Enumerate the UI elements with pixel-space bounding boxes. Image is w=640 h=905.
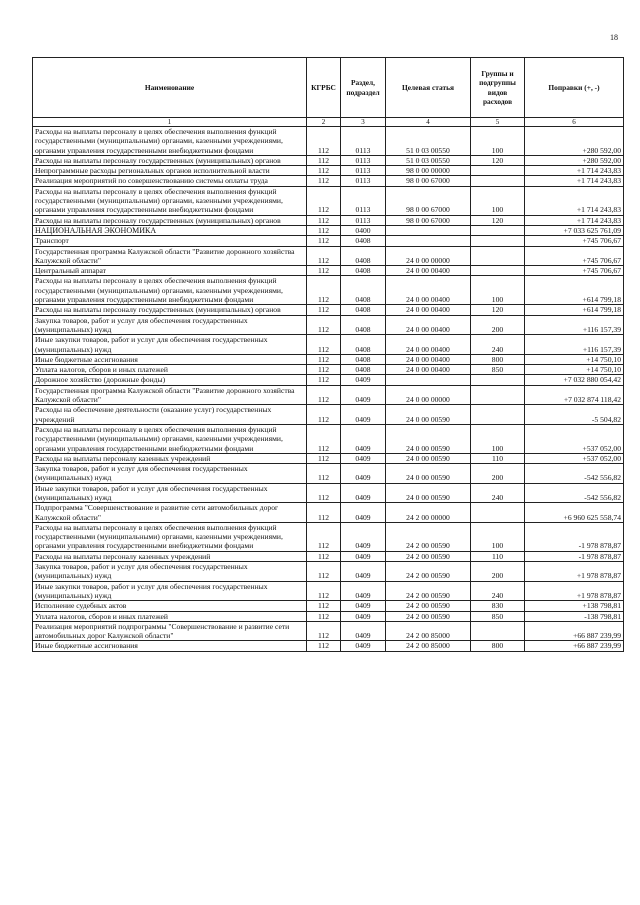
section-cell: 0409 [341, 375, 386, 385]
target-cell: 98 0 00 00000 [386, 166, 471, 176]
kgrbs-cell: 112 [307, 405, 341, 425]
column-number: 2 [307, 118, 341, 127]
change-cell: +116 157,39 [525, 315, 624, 335]
change-cell: +14 750,10 [525, 354, 624, 364]
section-cell: 0408 [341, 315, 386, 335]
kgrbs-cell: 112 [307, 453, 341, 463]
group-cell: 200 [471, 315, 525, 335]
target-cell: 24 2 00 00590 [386, 581, 471, 601]
section-cell: 0113 [341, 176, 386, 186]
kgrbs-cell: 112 [307, 503, 341, 523]
kgrbs-cell: 112 [307, 186, 341, 215]
kgrbs-cell: 112 [307, 246, 341, 266]
change-cell: +614 799,18 [525, 305, 624, 315]
group-cell: 120 [471, 305, 525, 315]
section-cell: 0408 [341, 276, 386, 305]
section-cell: 0409 [341, 522, 386, 551]
name-cell: Закупка товаров, работ и услуг для обеспечения государственных (муниципальных) нужд [33, 562, 307, 582]
target-cell: 24 0 00 00400 [386, 315, 471, 335]
change-cell: +280 592,00 [525, 155, 624, 165]
change-cell: +116 157,39 [525, 335, 624, 355]
group-cell [471, 375, 525, 385]
group-cell: 850 [471, 365, 525, 375]
group-cell [471, 266, 525, 276]
target-cell: 24 2 00 00590 [386, 562, 471, 582]
group-cell: 800 [471, 641, 525, 651]
group-cell [471, 176, 525, 186]
name-cell: Иные закупки товаров, работ и услуг для обеспечения государственных (муниципальных) нужд [33, 581, 307, 601]
header-section: Раздел, подраздел [341, 58, 386, 118]
group-cell: 100 [471, 127, 525, 156]
table-row [33, 405, 624, 425]
target-cell: 24 2 00 00000 [386, 503, 471, 523]
kgrbs-cell: 112 [307, 562, 341, 582]
budget-table [32, 57, 624, 652]
group-cell [471, 405, 525, 425]
target-cell: 24 0 00 00590 [386, 483, 471, 503]
table-row [33, 127, 624, 156]
table-row [33, 601, 624, 611]
group-cell [471, 246, 525, 266]
table-row [33, 611, 624, 621]
kgrbs-cell: 112 [307, 266, 341, 276]
name-cell: Уплата налогов, сборов и иных платежей [33, 611, 307, 621]
change-cell: +66 887 239,99 [525, 621, 624, 641]
change-cell: -542 556,82 [525, 464, 624, 484]
target-cell: 98 0 00 67000 [386, 215, 471, 225]
kgrbs-cell: 112 [307, 641, 341, 651]
group-cell: 110 [471, 551, 525, 561]
name-cell: Реализация мероприятий по совершенствованию системы оплаты труда [33, 176, 307, 186]
group-cell: 800 [471, 354, 525, 364]
table-row [33, 562, 624, 582]
kgrbs-cell: 112 [307, 601, 341, 611]
name-cell: Иные закупки товаров, работ и услуг для обеспечения государственных (муниципальных) нужд [33, 335, 307, 355]
change-cell: +1 978 878,87 [525, 562, 624, 582]
kgrbs-cell: 112 [307, 385, 341, 405]
table-row [33, 453, 624, 463]
column-number: 6 [525, 118, 624, 127]
target-cell: 24 0 00 00400 [386, 276, 471, 305]
table-row [33, 464, 624, 484]
name-cell: Государственная программа Калужской области "Развитие дорожного хозяйства Калужской области" [33, 246, 307, 266]
table-row [33, 551, 624, 561]
name-cell: Расходы на выплаты персоналу в целях обеспечения выполнения функций государственными (муниципальными) органами, казенными учреждениями, органами управления государственными внебюджетными фондами [33, 424, 307, 453]
kgrbs-cell: 112 [307, 621, 341, 641]
target-cell [386, 375, 471, 385]
change-cell: +1 714 243,83 [525, 176, 624, 186]
table-row [33, 365, 624, 375]
kgrbs-cell: 112 [307, 522, 341, 551]
name-cell: Закупка товаров, работ и услуг для обеспечения государственных (муниципальных) нужд [33, 464, 307, 484]
kgrbs-cell: 112 [307, 483, 341, 503]
kgrbs-cell: 112 [307, 166, 341, 176]
target-cell: 98 0 00 67000 [386, 186, 471, 215]
group-cell [471, 621, 525, 641]
change-cell: +7 033 625 761,09 [525, 225, 624, 235]
group-cell: 200 [471, 464, 525, 484]
change-cell: +537 052,00 [525, 453, 624, 463]
column-number: 1 [33, 118, 307, 127]
change-cell: -542 556,82 [525, 483, 624, 503]
table-row [33, 155, 624, 165]
column-number: 4 [386, 118, 471, 127]
name-cell: Подпрограмма "Совершенствование и развитие сети автомобильных дорог Калужской области" [33, 503, 307, 523]
group-cell: 830 [471, 601, 525, 611]
kgrbs-cell: 112 [307, 225, 341, 235]
name-cell: Дорожное хозяйство (дорожные фонды) [33, 375, 307, 385]
group-cell [471, 236, 525, 246]
section-cell: 0409 [341, 601, 386, 611]
change-cell: -1 978 878,87 [525, 551, 624, 561]
name-cell: Расходы на выплаты персоналу в целях обеспечения выполнения функций государственными (муниципальными) органами, казенными учреждениями, органами управления государственными внебюджетными фондами [33, 186, 307, 215]
change-cell: +6 960 625 558,74 [525, 503, 624, 523]
group-cell: 240 [471, 581, 525, 601]
target-cell: 24 2 00 85000 [386, 621, 471, 641]
target-cell: 51 0 03 00550 [386, 127, 471, 156]
group-cell: 100 [471, 186, 525, 215]
section-cell: 0409 [341, 503, 386, 523]
name-cell: Расходы на выплаты персоналу казенных учреждений [33, 453, 307, 463]
name-cell: Реализация мероприятий подпрограммы "Совершенствование и развитие сети автомобильных дорог Калужской области" [33, 621, 307, 641]
target-cell: 24 0 00 00400 [386, 365, 471, 375]
name-cell: НАЦИОНАЛЬНАЯ ЭКОНОМИКА [33, 225, 307, 235]
header-name: Наименование [33, 58, 307, 118]
group-cell: 240 [471, 335, 525, 355]
group-cell: 120 [471, 155, 525, 165]
change-cell: +745 706,67 [525, 266, 624, 276]
table-body [33, 127, 624, 652]
change-cell: -138 798,81 [525, 611, 624, 621]
table-row [33, 503, 624, 523]
change-cell: +66 887 239,99 [525, 641, 624, 651]
change-cell: +537 052,00 [525, 424, 624, 453]
section-cell: 0408 [341, 266, 386, 276]
section-cell: 0400 [341, 225, 386, 235]
kgrbs-cell: 112 [307, 335, 341, 355]
table-row [33, 276, 624, 305]
kgrbs-cell: 112 [307, 176, 341, 186]
name-cell: Иные бюджетные ассигнования [33, 641, 307, 651]
change-cell: -1 978 878,87 [525, 522, 624, 551]
table-row [33, 385, 624, 405]
kgrbs-cell: 112 [307, 581, 341, 601]
header-kgrbs: КГРБС [307, 58, 341, 118]
name-cell: Непрограммные расходы региональных органов исполнительной власти [33, 166, 307, 176]
table-row [33, 641, 624, 651]
group-cell: 100 [471, 276, 525, 305]
section-cell: 0408 [341, 365, 386, 375]
section-cell: 0409 [341, 385, 386, 405]
change-cell: +1 978 878,87 [525, 581, 624, 601]
target-cell: 24 0 00 00590 [386, 464, 471, 484]
change-cell: +7 032 874 118,42 [525, 385, 624, 405]
name-cell: Исполнение судебных актов [33, 601, 307, 611]
change-cell: +1 714 243,83 [525, 186, 624, 215]
change-cell: +1 714 243,83 [525, 166, 624, 176]
section-cell: 0409 [341, 581, 386, 601]
group-cell: 240 [471, 483, 525, 503]
name-cell: Государственная программа Калужской области "Развитие дорожного хозяйства Калужской области" [33, 385, 307, 405]
target-cell: 24 0 00 00590 [386, 405, 471, 425]
change-cell: +745 706,67 [525, 246, 624, 266]
kgrbs-cell: 112 [307, 611, 341, 621]
table-row [33, 375, 624, 385]
kgrbs-cell: 112 [307, 276, 341, 305]
kgrbs-cell: 112 [307, 127, 341, 156]
group-cell: 120 [471, 215, 525, 225]
group-cell: 200 [471, 562, 525, 582]
name-cell: Расходы на выплаты персоналу в целях обеспечения выполнения функций государственными (муниципальными) органами, казенными учреждениями, органами управления государственными внебюджетными фондами [33, 522, 307, 551]
name-cell: Расходы на обеспечение деятельности (оказание услуг) государственных учреждений [33, 405, 307, 425]
name-cell: Расходы на выплаты персоналу государственных (муниципальных) органов [33, 305, 307, 315]
target-cell: 24 2 00 00590 [386, 522, 471, 551]
table-row [33, 424, 624, 453]
section-cell: 0409 [341, 641, 386, 651]
target-cell: 24 2 00 00590 [386, 601, 471, 611]
name-cell: Иные бюджетные ассигнования [33, 354, 307, 364]
section-cell: 0408 [341, 354, 386, 364]
kgrbs-cell: 112 [307, 315, 341, 335]
table-row [33, 266, 624, 276]
change-cell: -5 504,82 [525, 405, 624, 425]
kgrbs-cell: 112 [307, 305, 341, 315]
table-row [33, 335, 624, 355]
section-cell: 0408 [341, 246, 386, 266]
section-cell: 0409 [341, 483, 386, 503]
target-cell: 24 0 00 00400 [386, 354, 471, 364]
group-cell [471, 166, 525, 176]
target-cell: 24 2 00 85000 [386, 641, 471, 651]
table-row [33, 186, 624, 215]
kgrbs-cell: 112 [307, 236, 341, 246]
target-cell: 24 0 00 00400 [386, 305, 471, 315]
table-row [33, 522, 624, 551]
page-number: 18 [610, 33, 618, 42]
target-cell: 24 2 00 00590 [386, 611, 471, 621]
section-cell: 0409 [341, 621, 386, 641]
header-changes: Поправки (+, -) [525, 58, 624, 118]
section-cell: 0408 [341, 305, 386, 315]
target-cell: 24 0 00 00400 [386, 335, 471, 355]
target-cell: 98 0 00 67000 [386, 176, 471, 186]
section-cell: 0113 [341, 215, 386, 225]
target-cell: 24 0 00 00000 [386, 246, 471, 266]
section-cell: 0409 [341, 611, 386, 621]
section-cell: 0409 [341, 562, 386, 582]
target-cell: 24 0 00 00400 [386, 266, 471, 276]
group-cell: 110 [471, 453, 525, 463]
column-number: 5 [471, 118, 525, 127]
name-cell: Расходы на выплаты персоналу казенных учреждений [33, 551, 307, 561]
header-target: Целевая статья [386, 58, 471, 118]
kgrbs-cell: 112 [307, 464, 341, 484]
name-cell: Центральный аппарат [33, 266, 307, 276]
target-cell: 51 0 03 00550 [386, 155, 471, 165]
group-cell: 850 [471, 611, 525, 621]
group-cell: 100 [471, 424, 525, 453]
target-cell: 24 0 00 00000 [386, 385, 471, 405]
table-row [33, 166, 624, 176]
table-row [33, 246, 624, 266]
section-cell: 0409 [341, 551, 386, 561]
kgrbs-cell: 112 [307, 551, 341, 561]
change-cell: +614 799,18 [525, 276, 624, 305]
change-cell: +1 714 243,83 [525, 215, 624, 225]
section-cell: 0409 [341, 453, 386, 463]
table-row [33, 483, 624, 503]
target-cell [386, 225, 471, 235]
name-cell: Закупка товаров, работ и услуг для обеспечения государственных (муниципальных) нужд [33, 315, 307, 335]
group-cell [471, 385, 525, 405]
change-cell: +745 706,67 [525, 236, 624, 246]
column-number: 3 [341, 118, 386, 127]
section-cell: 0409 [341, 464, 386, 484]
section-cell: 0408 [341, 236, 386, 246]
table-row [33, 176, 624, 186]
section-cell: 0408 [341, 335, 386, 355]
kgrbs-cell: 112 [307, 155, 341, 165]
change-cell: +138 798,81 [525, 601, 624, 611]
table-row [33, 305, 624, 315]
target-cell [386, 236, 471, 246]
kgrbs-cell: 112 [307, 365, 341, 375]
name-cell: Расходы на выплаты персоналу в целях обеспечения выполнения функций государственными (муниципальными) органами, казенными учреждениями, органами управления государственными внебюджетными фондами [33, 127, 307, 156]
section-cell: 0113 [341, 155, 386, 165]
table-row [33, 581, 624, 601]
kgrbs-cell: 112 [307, 375, 341, 385]
name-cell: Иные закупки товаров, работ и услуг для обеспечения государственных (муниципальных) нужд [33, 483, 307, 503]
table-row [33, 354, 624, 364]
name-cell: Расходы на выплаты персоналу государственных (муниципальных) органов [33, 215, 307, 225]
kgrbs-cell: 112 [307, 354, 341, 364]
section-cell: 0113 [341, 127, 386, 156]
section-cell: 0113 [341, 166, 386, 176]
name-cell: Расходы на выплаты персоналу государственных (муниципальных) органов [33, 155, 307, 165]
target-cell: 24 0 00 00590 [386, 424, 471, 453]
group-cell [471, 225, 525, 235]
name-cell: Расходы на выплаты персоналу в целях обеспечения выполнения функций государственными (муниципальными) органами, казенными учреждениями, органами управления государственными внебюджетными фондами [33, 276, 307, 305]
table-row [33, 225, 624, 235]
section-cell: 0113 [341, 186, 386, 215]
target-cell: 24 2 00 00590 [386, 551, 471, 561]
change-cell: +280 592,00 [525, 127, 624, 156]
group-cell [471, 503, 525, 523]
name-cell: Уплата налогов, сборов и иных платежей [33, 365, 307, 375]
name-cell: Транспорт [33, 236, 307, 246]
section-cell: 0409 [341, 405, 386, 425]
table-row [33, 621, 624, 641]
change-cell: +7 032 880 054,42 [525, 375, 624, 385]
kgrbs-cell: 112 [307, 215, 341, 225]
kgrbs-cell: 112 [307, 424, 341, 453]
group-cell: 100 [471, 522, 525, 551]
table-row [33, 215, 624, 225]
target-cell: 24 0 00 00590 [386, 453, 471, 463]
change-cell: +14 750,10 [525, 365, 624, 375]
table-row [33, 315, 624, 335]
header-groups: Группы и подгруппы видов расходов [471, 58, 525, 118]
section-cell: 0409 [341, 424, 386, 453]
table-row [33, 236, 624, 246]
